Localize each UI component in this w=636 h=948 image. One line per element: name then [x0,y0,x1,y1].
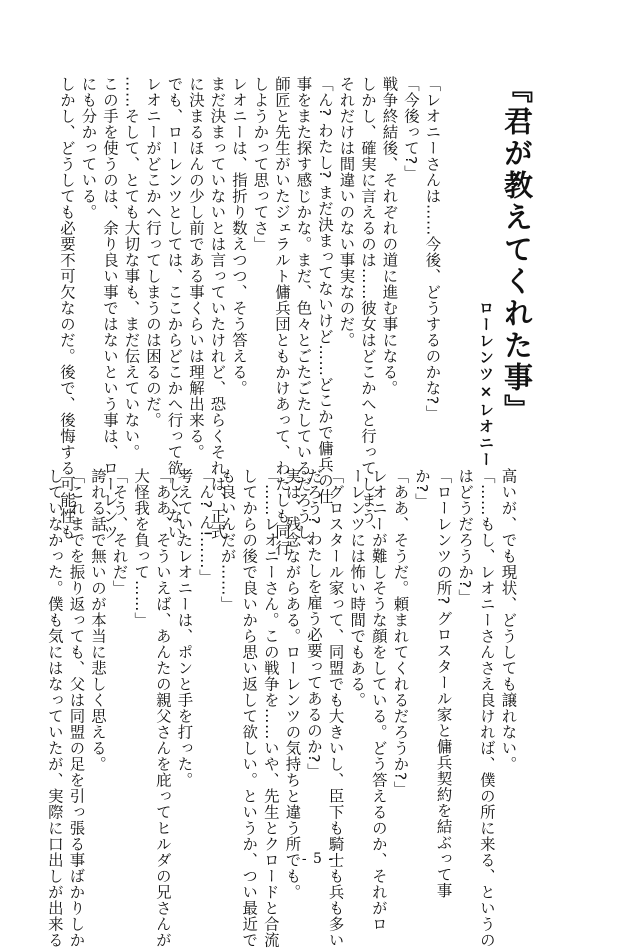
text-line-bottom: してからの後で良いから思い返して欲しい。というか、つい最近で [240,468,259,948]
text-line-top: それだけは間違いのない事実なのだ。 [337,76,356,348]
text-line-top: 事をまた探す感じかな。まだ、色々とごたごたしているだろうし、 [294,76,313,556]
text-line-top: 「ん? わたし? まだ決まってないけど……どこかで傭兵の仕 [315,76,334,505]
text-line-top: しようかって思ってさ」 [251,76,270,252]
page-number: - 5 - [301,851,335,867]
text-line-bottom: していなかった。僕も気にはなっていたが、実際に口出しが出来る [45,468,64,948]
story-title: 『君が教えてくれた事』 [500,74,534,426]
text-line-top: 師匠と先生がいたジェラルト傭兵団ともかけあって、わたしも同行 [272,76,291,556]
text-line-top: でも、ローレンツとしては、ここからどこかへ行って欲しくない。 [165,76,184,556]
text-line-bottom: 高いが、でも現状、どうしても譲れない。 [499,468,518,772]
text-line-bottom: 「これまでを振り返っても、父は同盟の足を引っ張る事ばかりしか [67,468,86,948]
text-line-top: しかし、どうしても必要不可欠なのだ。後で、後悔する可能性も [57,76,76,540]
text-line-bottom: も良いんだが……」 [218,468,237,612]
text-line-top: レオニーは、指折り数えつつ、そう答える。 [229,76,248,396]
text-line-top: しかし、確実に言えるのは……彼女はどこかへと行ってしまう、 [358,76,377,540]
text-line-bottom: ーレンツには怖い時間でもある。 [348,468,367,708]
text-line-bottom: 「……レオニーさん。この戦争を……いや、先生とクロードと合流 [261,468,280,948]
text-line-bottom: か?」 [413,468,431,509]
text-line-bottom: 「そう、それだ」 [110,468,129,596]
text-line-top: にも分かっている。 [79,76,98,220]
text-line-bottom: 「ん? ん!……」 [197,468,215,586]
text-line-bottom: 考えていたレオニーは、ポンと手を打った。 [175,468,194,788]
text-line-bottom: 「ああ、そういえば、あんたの親父さんを庇ってヒルダの兄さんが [153,468,172,948]
text-line-bottom: だろう? わたしを雇う必要ってあるのか?」 [305,468,323,780]
text-line-top: に決まるほんの少し前である事くらいは理解出来る。 [186,76,205,460]
text-line-bottom: 誇れる話で無いのが本当に悲しく思える。 [89,468,107,772]
text-line-top: 戦争終結後、それぞれの道に進む事になる。 [380,76,399,396]
text-line-bottom: 「ああ、そうだ。頼まれてくれるだろうか?」 [391,468,410,797]
text-line-bottom: 「ローレンツの所? グロスタール家と傭兵契約を結ぶって事 [434,468,453,899]
text-line-top: レオニーがどこかへ行ってしまうのは困るのだ。 [143,76,162,428]
text-line-top: 「今後って?」 [401,76,420,181]
pairing-subtitle: ローレンツ×レオニー [477,300,495,468]
text-line-top: まだ決まっていないとは言っていたけれど、恐らくそれは、正式 [208,76,227,540]
text-line-bottom: 実は、残念ながらある。ローレンツの気持ちと違う所でも。 [283,468,302,900]
text-line-bottom: 「グロスタール家って、同盟でも大きいし、臣下も騎士も兵も多い [326,468,345,948]
text-line-bottom: レオニーが難しそうな顔をしている。どう答えるのか、それがロ [369,468,388,932]
text-line-top: この手を使うのは、余り良い事ではないという事は、ローレンツ [100,76,119,540]
text-line-bottom: 「……もし、レオニーさんさえ良ければ、僕の所に来る、というの [477,468,496,948]
text-line-top: 「レオニーさんは……今後、どうするのかな?」 [423,76,442,421]
text-line-top: ……そして、とても大切な事も、まだ伝えていない。 [122,76,141,460]
text-line-bottom: 大怪我を負って……」 [132,468,151,628]
text-line-bottom: はどうだろうか?」 [456,468,475,605]
